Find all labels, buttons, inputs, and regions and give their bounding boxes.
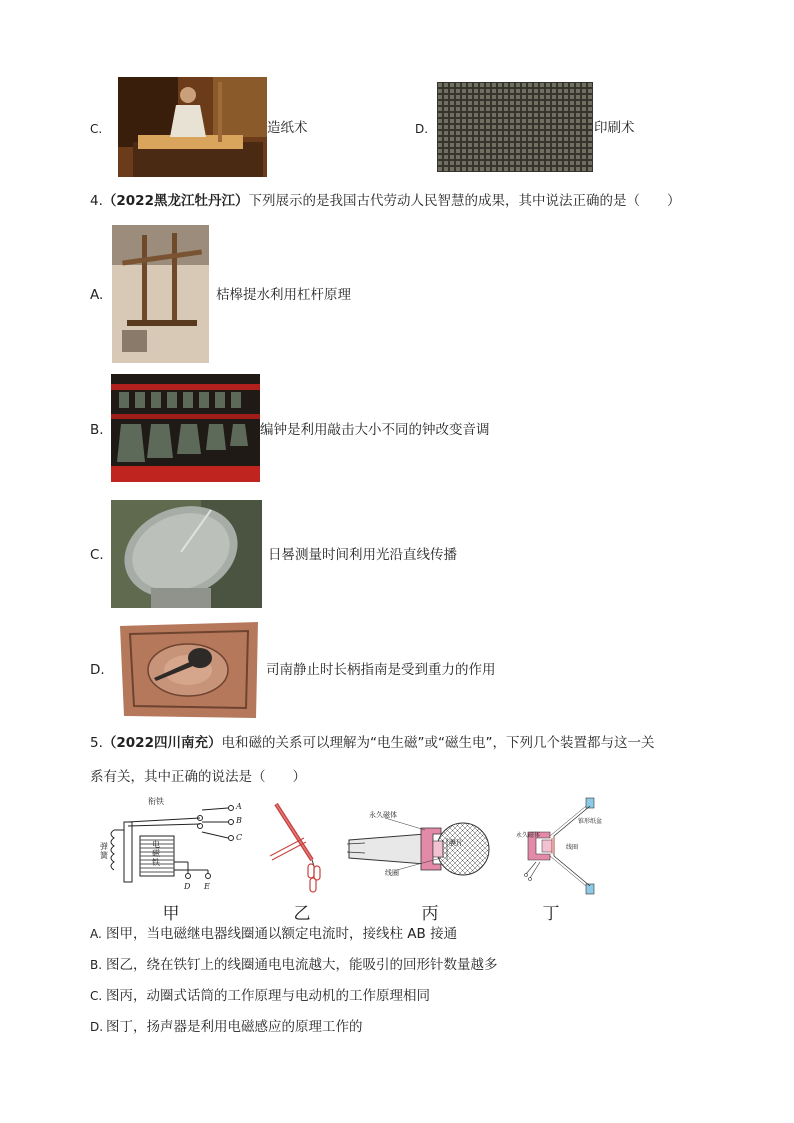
q4-option-b-letter: B. [90, 422, 104, 438]
q4-option-c-text: 日晷测量时间利用光沿直线传播 [268, 547, 457, 563]
loudspeaker-diagram [516, 796, 615, 896]
q5-source: （2022四川南充） [102, 735, 222, 751]
q4-option-b-text: 编钟是利用敲击大小不同的钟改变音调 [260, 422, 490, 438]
chime-bells-photo [111, 374, 260, 482]
mic-coil-label: 线圈 [385, 869, 399, 877]
figure-ding-caption: 丁 [542, 904, 560, 924]
q5-option-b-text: 图乙，绕在铁钉上的线圈通电电流越大，能吸引的回形针数量越多 [106, 957, 498, 973]
q4-option-a-text: 桔槔提水利用杠杆原理 [216, 287, 351, 303]
q5-stem-line1 [90, 734, 654, 752]
relay-terminal-a: A [236, 802, 242, 811]
relay-terminal-c: C [236, 833, 243, 842]
q5-stem-line2: 系有关，其中正确的说法是（ ） [90, 769, 306, 785]
papermaking-photo [118, 77, 267, 177]
q5-option-c-text: 图丙，动圈式话筒的工作原理与电动机的工作原理相同 [106, 988, 430, 1004]
relay-armature-label: 衔铁 [148, 797, 164, 806]
q5-option-a-letter: A. [90, 927, 102, 941]
q3-option-d-letter: D. [415, 122, 429, 136]
figure-jia-caption: 甲 [162, 904, 180, 924]
relay-terminal-e: E [204, 882, 210, 891]
moving-coil-microphone-diagram [345, 808, 493, 888]
relay-electromagnet-label: 电磁铁 [152, 840, 160, 867]
q5-option-a-text: 图甲，当电磁继电器线圈通以额定电流时，接线柱 AB 接通 [106, 926, 458, 942]
q4-number: 4. [90, 193, 103, 209]
relay-terminal-d: D [184, 882, 191, 891]
q4-option-d-letter: D. [90, 662, 105, 678]
speaker-magnet-label: 永久磁体 [516, 832, 541, 839]
q5-number: 5. [90, 735, 103, 751]
q5-option-d-text: 图丁，扬声器是利用电磁感应的原理工作的 [106, 1019, 363, 1035]
q5-question-part1: 电和磁的关系可以理解为“电生磁”或“磁生电”，下列几个装置都与这一关 [221, 735, 655, 751]
relay-terminal-b: B [236, 816, 242, 825]
sundial-photo [111, 500, 262, 608]
figure-bing-caption: 丙 [421, 904, 439, 924]
q5-option-d-letter: D. [90, 1020, 104, 1034]
mic-magnet-label: 永久磁体 [369, 811, 397, 819]
printing-type-photo [437, 82, 593, 172]
q4-option-a-letter: A. [90, 287, 104, 303]
well-sweep-photo [112, 225, 209, 363]
relay-diagram [100, 796, 250, 900]
q4-option-d-text: 司南静止时长柄指南是受到重力的作用 [266, 662, 496, 678]
q5-option-c-letter: C. [90, 989, 103, 1003]
relay-spring-label: 弹簧 [100, 842, 108, 860]
speaker-coil-label: 线圈 [566, 844, 579, 851]
q4-question: 下列展示的是我国古代劳动人民智慧的成果，其中说法正确的是（ ） [248, 193, 681, 209]
q3-option-c-letter: C. [90, 122, 103, 136]
q4-option-c-letter: C. [90, 547, 104, 563]
q3-option-d-text: 印刷术 [594, 120, 635, 136]
q3-option-c-text: 造纸术 [267, 120, 308, 136]
sinan-compass-photo [116, 620, 262, 720]
mic-membrane-label: 膜片 [449, 839, 463, 847]
figure-yi-caption: 乙 [293, 904, 311, 924]
speaker-cone-label: 锥形纸盆 [578, 818, 603, 825]
q4-source: （2022黑龙江牡丹江） [102, 193, 249, 209]
q5-option-b-letter: B. [90, 958, 103, 972]
q4-stem [90, 192, 680, 210]
nail-electromagnet-diagram [268, 798, 338, 898]
